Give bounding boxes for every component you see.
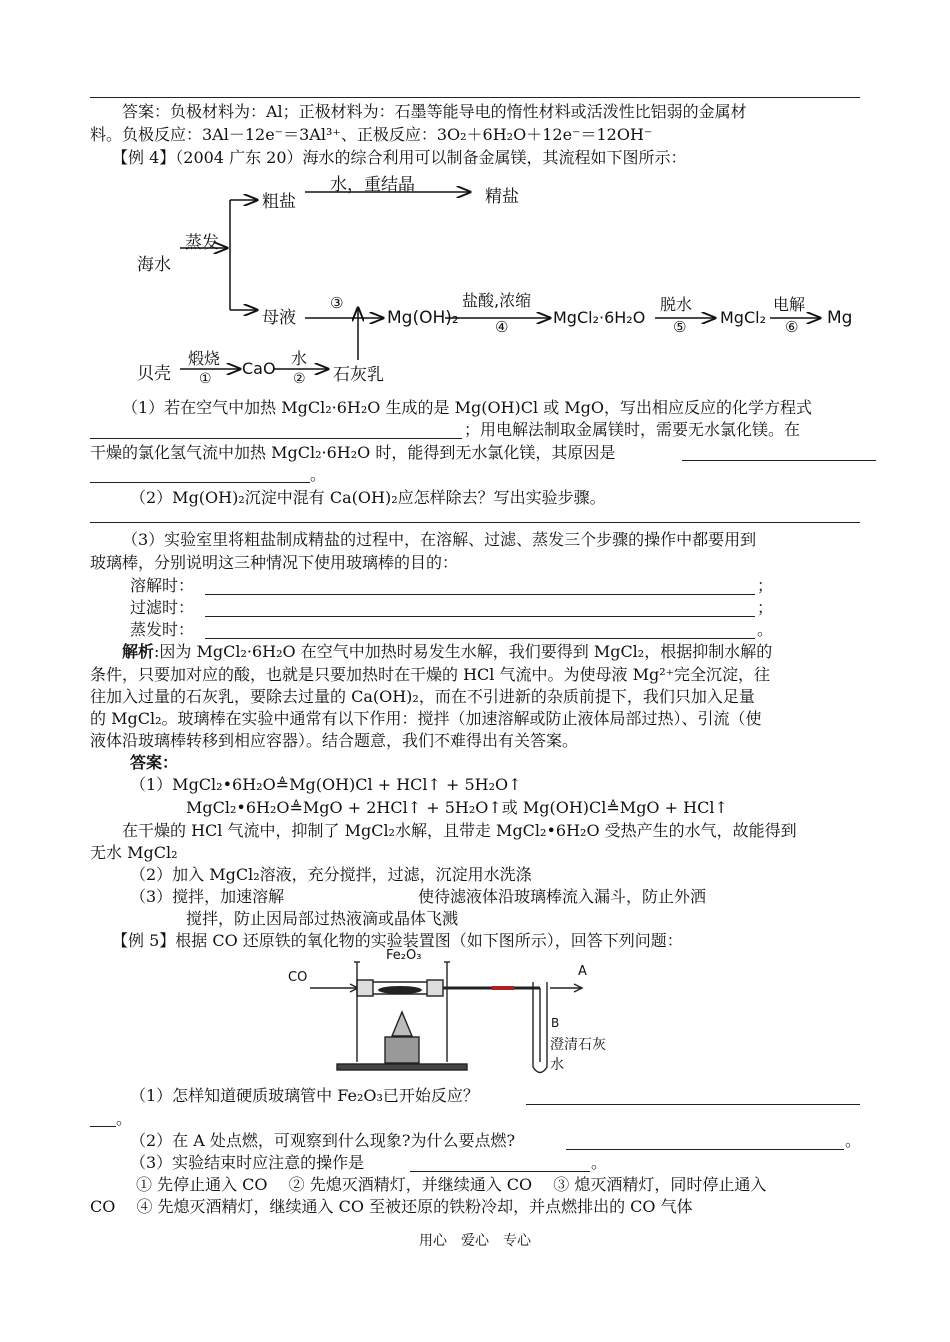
answer-blank-2 (682, 460, 876, 461)
analysis-text-1: :因为 MgCl₂·6H₂O 在空气中加热时易发生水解，我们要得到 MgCl₂，根据抑制水解的 (154, 642, 773, 661)
ex5-blank-2 (566, 1149, 844, 1150)
answer-3-part-b: 使待滤液体沿玻璃棒流入漏斗，防止外洒 (418, 887, 707, 906)
co-inlet-label: CO (288, 970, 308, 985)
lime-milk-label: 石灰乳 (333, 365, 384, 385)
step-1-label: ① (199, 371, 212, 387)
question-3-line-1: （3）实验室里将粗盐制成精盐的过程中，在溶解、过滤、蒸发三个步骤的操作中都要用到 (122, 530, 757, 549)
ex5-blank-1b (90, 1126, 116, 1127)
tube-b-label: B (551, 1016, 560, 1030)
evaporate-blank (205, 638, 755, 639)
cao-label: CaO (242, 359, 276, 378)
answer-colon: ： (162, 753, 179, 772)
question-1-line-1: （1）若在空气中加热 MgCl₂·6H₂O 生成的是 Mg(OH)Cl 或 MgO，写出相应反应的化学方程式 (122, 398, 813, 417)
outlet-a-label: A (578, 964, 587, 979)
analysis-line-5: 液体沿玻璃棒转移到相应容器）。结合题意，我们不难得出有关答案。 (90, 731, 579, 750)
filter-blank (205, 616, 755, 617)
analysis-label: 解析 (122, 642, 155, 661)
shell-label: 贝壳 (137, 364, 171, 384)
electrolysis-label: 电解 (773, 295, 806, 314)
answer-1-line-1: （1）MgCl₂•6H₂O≜Mg(OH)Cl + HCl↑ + 5H₂O↑ (130, 775, 522, 794)
mgcl2-hexahydrate-label: MgCl₂·6H₂O (553, 308, 646, 327)
ex5-options-line-1: ① 先停止通入 CO ② 先熄灭酒精灯，并继续通入 CO ③ 熄灭酒精灯，同时停止通入 (136, 1175, 767, 1194)
analysis-line-2: 条件，只要加对应的酸，也就是只要加热时在干燥的 HCl 气流中。为使母液 Mg²⁺完全沉淀，往 (90, 665, 771, 684)
ex5-question-3-end: 。 (591, 1153, 608, 1172)
question-2: （2）Mg(OH)₂沉淀中混有 Ca(OH)₂应怎样除去？写出实验步骤。 (130, 488, 606, 507)
recrystallize-label: 水，重结晶 (330, 175, 415, 195)
dehydrate-label: 脱水 (660, 295, 693, 314)
ex5-question-2: （2）在 A 处点燃，可观察到什么现象?为什么要点燃? (130, 1131, 516, 1150)
answer-1-line-2: MgCl₂•6H₂O≜MgO + 2HCl↑ + 5H₂O↑或 Mg(OH)Cl≜MgO + HCl↑ (186, 798, 728, 817)
fine-salt-label: 精盐 (485, 187, 519, 207)
answer-blank-1 (90, 438, 462, 439)
step-5-label: ⑤ (673, 318, 687, 336)
answer-line-1: 答案：负极材料为：Al；正极材料为：石墨等能导电的惰性材料或活泼性比铝弱的金属材 (122, 102, 747, 121)
question-3-line-2: 玻璃棒，分别说明这三种情况下使用玻璃棒的目的： (90, 553, 459, 572)
mgoh2-label: Mg(OH)₂ (387, 308, 459, 328)
answer-label: 答案 (130, 753, 163, 772)
analysis-line-1 (122, 641, 772, 663)
crude-salt-label: 粗盐 (262, 192, 296, 212)
analysis-line-4: 的 MgCl₂。玻璃棒在实验中通常有以下作用：搅拌（加速溶解或防止液体局部过热）、引流（使 (90, 709, 762, 728)
question-1-line-2: ；用电解法制取金属镁时，需要无水氯化镁。在 (464, 420, 801, 439)
answer-1-line-3: 在干燥的 HCl 气流中，抑制了 MgCl₂水解，且带走 MgCl₂•6H₂O 受热产生的水气，故能得到 (122, 821, 797, 840)
ex5-blank-3 (410, 1171, 590, 1172)
ex5-options-line-2: CO ④ 先熄灭酒精灯，继续通入 CO 至被还原的铁粉冷却，并点燃排出的 CO 气体 (90, 1197, 693, 1216)
answer-2: （2）加入 MgCl₂溶液，充分搅拌，过滤，沉淀用水洗涤 (130, 865, 532, 884)
seawater-label: 海水 (137, 255, 171, 275)
answer-blank-4 (90, 522, 860, 523)
mother-liquor-label: 母液 (262, 308, 296, 328)
page-footer: 用心 爱心 专心 (419, 1233, 531, 1249)
ex5-question-1: （1）怎样知道硬质玻璃管中 Fe₂O₃已开始反应？ (130, 1086, 479, 1105)
fe2o3-label: Fe₂O₃ (386, 948, 422, 963)
evaporate-label-q3: 蒸发时： (130, 620, 195, 639)
apparatus-figure (282, 948, 612, 1084)
calcine-label: 煅烧 (188, 349, 221, 368)
step-2-label: ② (293, 371, 306, 387)
step-6-label: ⑥ (785, 318, 799, 336)
step-3-label: ③ (330, 294, 344, 312)
answer-1-line-4: 无水 MgCl₂ (90, 843, 178, 862)
limewater-label: 澄清石灰水 (550, 1037, 606, 1073)
example-4-heading: 【例 4】（2004 广东 20）海水的综合利用可以制备金属镁，其流程如下图所示： (112, 148, 687, 167)
dissolve-blank (205, 594, 755, 595)
answer-heading (130, 752, 178, 774)
ex5-question-1-end: 。 (116, 1109, 133, 1128)
analysis-line-3: 往加入过量的石灰乳，要除去过量的 Ca(OH)₂，而在不引进新的杂质前提下，我们只加入足量 (90, 687, 755, 706)
step-4-label: ④ (495, 318, 509, 336)
filter-label: 过滤时： (130, 598, 195, 617)
answer-line-2: 料。负极反应：3Al－12e⁻＝3Al³⁺、正极反应：3O₂＋6H₂O＋12e⁻＝12OH⁻ (90, 125, 653, 144)
filter-end: ； (757, 598, 774, 617)
flow-diagram (125, 170, 885, 385)
mgcl2-label: MgCl₂ (720, 308, 766, 327)
hcl-concentrate-label: 盐酸,浓缩 (462, 291, 532, 310)
evaporate-end: 。 (757, 620, 774, 639)
top-rule (90, 97, 860, 98)
answer-blank-3 (90, 482, 310, 483)
dissolve-end: ； (757, 576, 774, 595)
water-label: 水 (291, 349, 308, 368)
question-1-line-4: 。 (310, 465, 327, 484)
mg-label: Mg (827, 308, 853, 328)
dissolve-label: 溶解时： (130, 576, 195, 595)
example-5-heading: 【例 5】根据 CO 还原铁的氧化物的实验装置图（如下图所示），回答下列问题： (112, 931, 683, 950)
ex5-question-3: （3）实验结束时应注意的操作是 (130, 1153, 365, 1172)
question-1-line-3: 干燥的氯化氢气流中加热 MgCl₂·6H₂O 时，能得到无水氯化镁，其原因是 (90, 443, 616, 462)
ex5-blank-1 (526, 1104, 860, 1105)
evaporate-label: 蒸发 (185, 233, 219, 253)
answer-3-line-2: 搅拌，防止因局部过热液滴或晶体飞溅 (186, 909, 459, 928)
ex5-question-2-end: 。 (845, 1131, 862, 1150)
answer-3-part-a: （3）搅拌，加速溶解 (130, 887, 285, 906)
